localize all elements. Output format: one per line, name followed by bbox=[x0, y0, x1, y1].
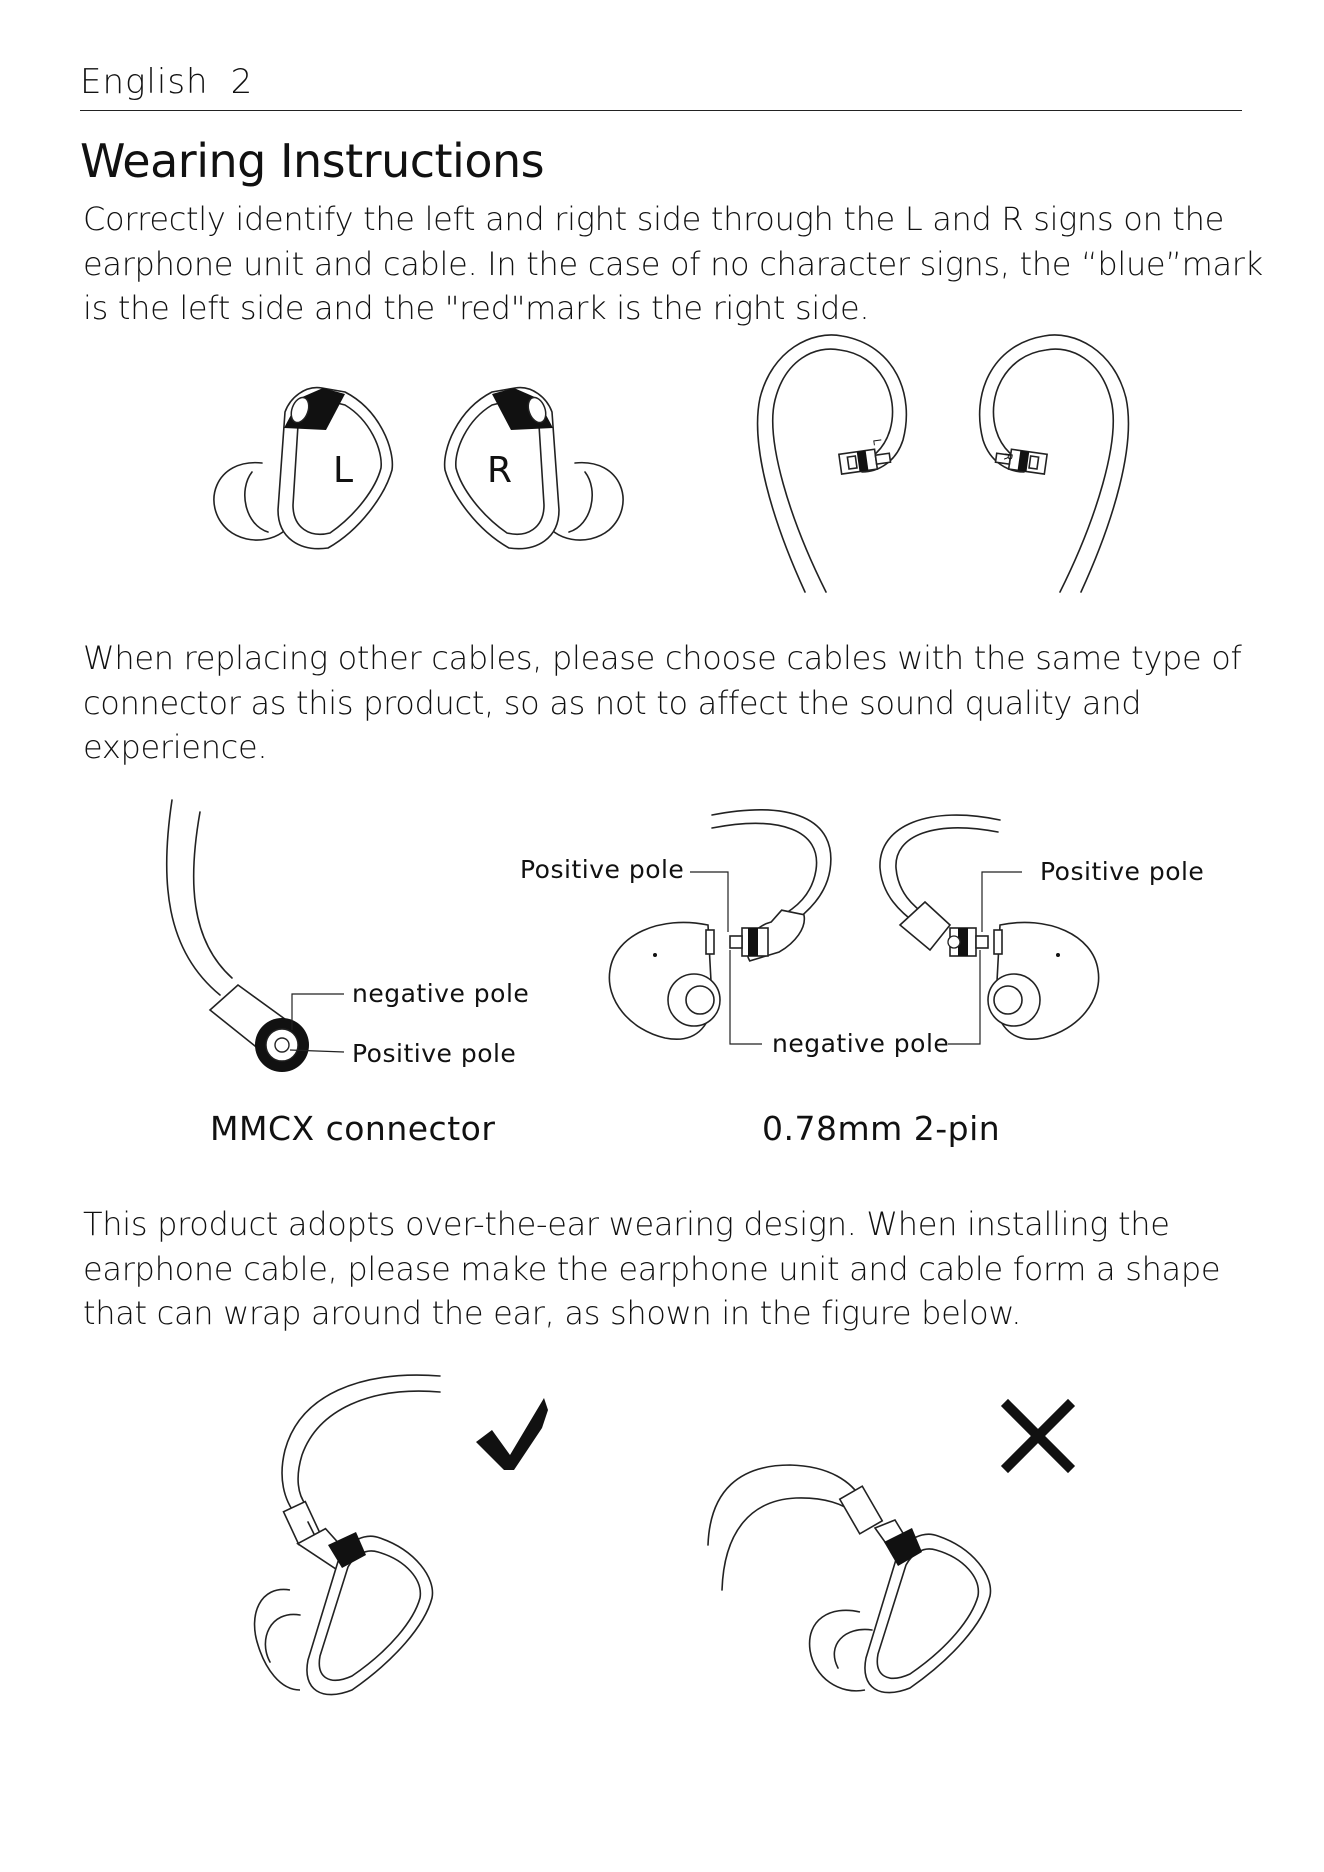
right-mark-label: R bbox=[487, 450, 513, 491]
right-earphone bbox=[445, 388, 623, 549]
wearing-figure bbox=[0, 1360, 1324, 1710]
pin-negative-label: negative pole bbox=[772, 1029, 950, 1058]
cable-right-mark: R bbox=[1000, 451, 1015, 462]
correct-wearing bbox=[255, 1375, 548, 1694]
pin-caption: 0.78mm 2-pin bbox=[762, 1109, 1001, 1148]
two-pin-connector bbox=[520, 810, 1204, 1148]
check-mark-icon bbox=[476, 1398, 548, 1470]
connector-figure bbox=[0, 790, 1324, 1160]
pin-left-positive-label: Positive pole bbox=[520, 855, 685, 884]
header-language: English bbox=[80, 62, 209, 102]
left-mark-label: L bbox=[333, 450, 354, 491]
mmcx-positive-label: Positive pole bbox=[352, 1039, 517, 1068]
lr-figure bbox=[0, 340, 1324, 610]
wearing-paragraph: This product adopts over-the-ear wearing design. When installing the earphone cable, please make the earphone unit and cable form a shape that can wrap around the ear, as shown in the figure below. bbox=[83, 1205, 1221, 1332]
mmcx-caption: MMCX connector bbox=[210, 1109, 496, 1148]
page-header bbox=[80, 62, 253, 102]
cables-paragraph: When replacing other cables, please choose cables with the same type of connector as this product, so as not to affect the sound quality and experience. bbox=[83, 639, 1242, 766]
wrong-wearing bbox=[708, 1406, 1068, 1693]
header-divider bbox=[80, 110, 1242, 111]
pin-right-positive-label: Positive pole bbox=[1040, 857, 1205, 886]
identify-paragraph: Correctly identify the left and right side through the L and R signs on the earphone unit and cable. In the case of no character signs, the “blue”mark is the left side and the "red"mark is the right side. bbox=[83, 200, 1263, 327]
left-earphone bbox=[214, 388, 392, 549]
section-title: Wearing Instructions bbox=[80, 134, 545, 188]
lr-cables bbox=[758, 335, 1129, 592]
cable-left-mark: L bbox=[870, 437, 884, 446]
page-number: 2 bbox=[230, 62, 254, 102]
mmcx-negative-label: negative pole bbox=[352, 979, 530, 1008]
mmcx-connector bbox=[167, 800, 530, 1148]
cross-mark-icon bbox=[1008, 1406, 1068, 1466]
